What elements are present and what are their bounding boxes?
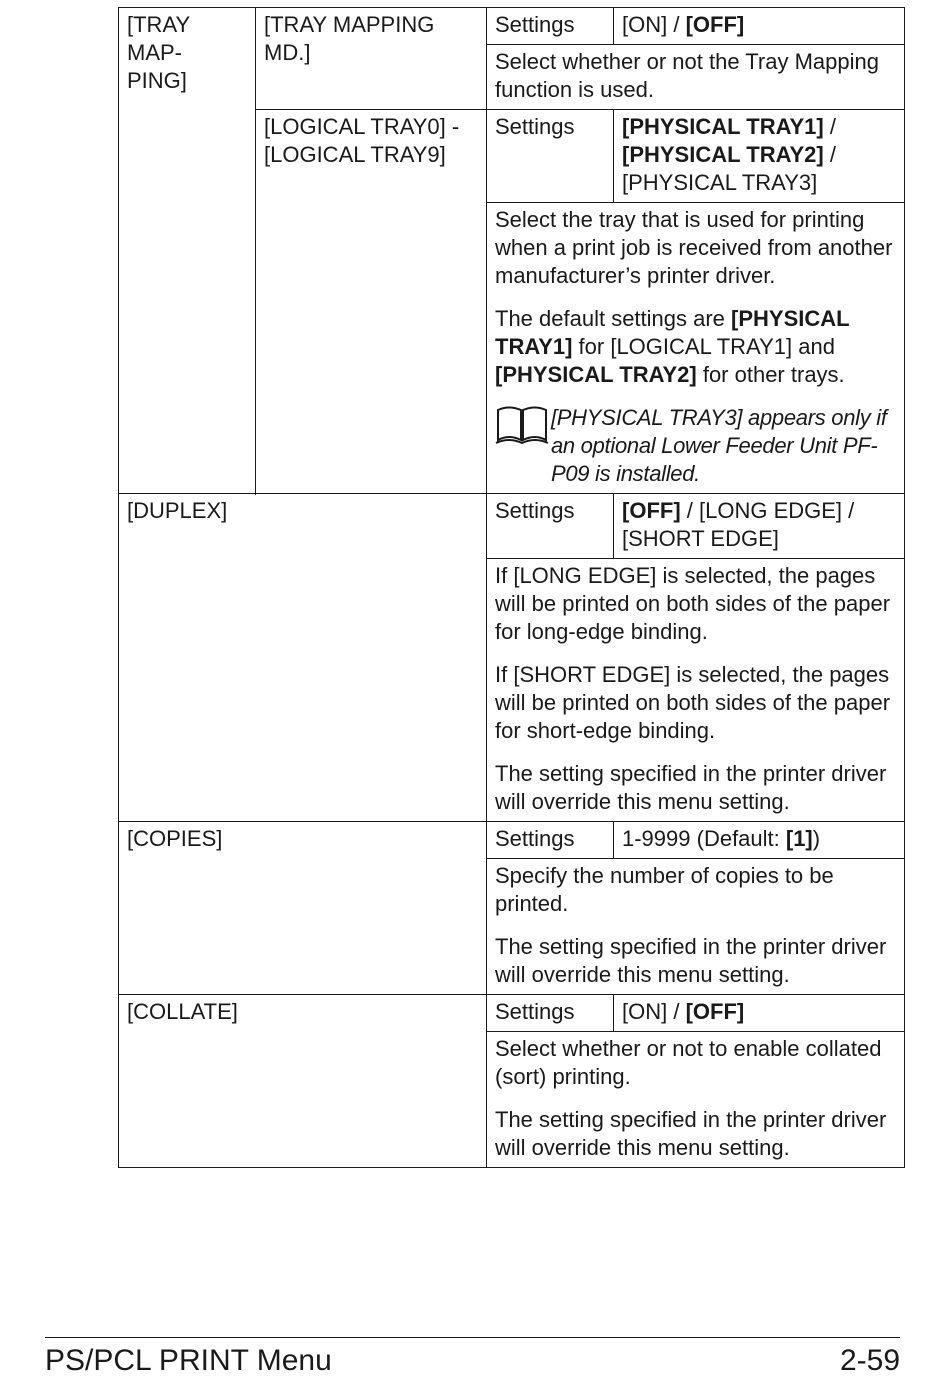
logical-tray-label (256, 110, 487, 494)
option-on: [ON] (622, 12, 668, 37)
settings-label-text: Settings (495, 999, 575, 1024)
option-off-default: [OFF] (622, 498, 681, 523)
tray-mapping-md-label (256, 8, 487, 110)
settings-label (487, 995, 614, 1032)
option-physical-tray3: [PHYSICAL TRAY3] (622, 170, 818, 195)
item-label: [COPIES] (127, 826, 223, 851)
table-row (119, 8, 905, 45)
description-text: If [SHORT EDGE] is selected, the pages will be printed on both sides of the paper for short-edge binding. (495, 662, 891, 743)
option-off-default: [OFF] (685, 999, 745, 1024)
footer-divider (45, 1337, 900, 1338)
option-separator: / (667, 999, 686, 1024)
option-on: [ON] (622, 999, 668, 1024)
description-text: Select whether or not to enable collated (sort) printing. (495, 1036, 882, 1089)
option-rest: / [LONG EDGE] / [SHORT EDGE] (622, 498, 855, 551)
description-cell (487, 859, 905, 995)
settings-label-text: Settings (495, 114, 575, 139)
note (495, 404, 896, 488)
description-text: The setting specified in the printer driver will override this menu setting. (495, 761, 887, 814)
description-cell (487, 45, 905, 110)
description-cell (487, 1032, 905, 1168)
description-text: Select the tray that is used for printing when a print job is received from another manufacturer’s printer driver. (495, 207, 893, 288)
settings-label-text: Settings (495, 12, 575, 37)
text-run: ) (812, 826, 821, 851)
settings-label-text: Settings (495, 826, 575, 851)
item-label: [COLLATE] (127, 999, 238, 1024)
settings-label (487, 822, 614, 859)
option-separator: / (823, 114, 836, 139)
text-run-bold: [PHYSICAL TRAY2] (495, 362, 697, 387)
description-text: Specify the number of copies to be printed. (495, 863, 834, 916)
settings-options (614, 494, 905, 559)
description-cell (487, 559, 905, 822)
description-cell (487, 203, 905, 494)
settings-options (614, 8, 905, 45)
book-icon (495, 404, 551, 453)
copies-label (119, 822, 487, 995)
settings-label (487, 8, 614, 45)
default-value: [1] (785, 826, 813, 851)
table-row (119, 822, 905, 859)
description-text: If [LONG EDGE] is selected, the pages will be printed on both sides of the paper for long-edge binding. (495, 563, 891, 644)
settings-options (614, 110, 905, 203)
option-physical-tray1: [PHYSICAL TRAY1] (622, 114, 824, 139)
page-number: 2-59 (839, 1344, 900, 1377)
item-label: [DUPLEX] (127, 498, 228, 523)
settings-label-text: Settings (495, 498, 575, 523)
table-row (119, 995, 905, 1032)
footer-section-title: PS/PCL PRINT Menu (45, 1344, 332, 1377)
duplex-label (119, 494, 487, 822)
settings-label (487, 110, 614, 203)
option-physical-tray2: [PHYSICAL TRAY2] (622, 142, 824, 167)
text-run-bold: [PHYSICAL TRAY1] (495, 306, 850, 359)
text-run: The default settings are (495, 306, 732, 331)
tray-mapping-group-label (119, 8, 256, 494)
description-text: Select whether or not the Tray Mapping function is used. (495, 49, 879, 102)
description-text (495, 305, 896, 389)
settings-options (614, 822, 905, 859)
description-text: The setting specified in the printer driver will override this menu setting. (495, 934, 887, 987)
print-menu-table (118, 7, 905, 1168)
group-label-text: [TRAY MAP- PING] (127, 12, 190, 93)
settings-label (487, 494, 614, 559)
table-row (119, 494, 905, 559)
option-separator: / (823, 142, 836, 167)
settings-options (614, 995, 905, 1032)
text-run: for [LOGICAL TRAY1] and (572, 334, 835, 359)
item-label: [TRAY MAPPING MD.] (264, 12, 435, 65)
text-run: for other trays. (696, 362, 845, 387)
text-run: 1-9999 (Default: (622, 826, 786, 851)
note-text: [PHYSICAL TRAY3] appears only if an optional Lower Feeder Unit PF-P09 is installed. (551, 405, 887, 486)
option-off-default: [OFF] (685, 12, 745, 37)
option-separator: / (667, 12, 686, 37)
item-label: [LOGICAL TRAY0] - [LOGICAL TRAY9] (264, 114, 460, 167)
description-text: The setting specified in the printer driver will override this menu setting. (495, 1107, 887, 1160)
collate-label (119, 995, 487, 1168)
